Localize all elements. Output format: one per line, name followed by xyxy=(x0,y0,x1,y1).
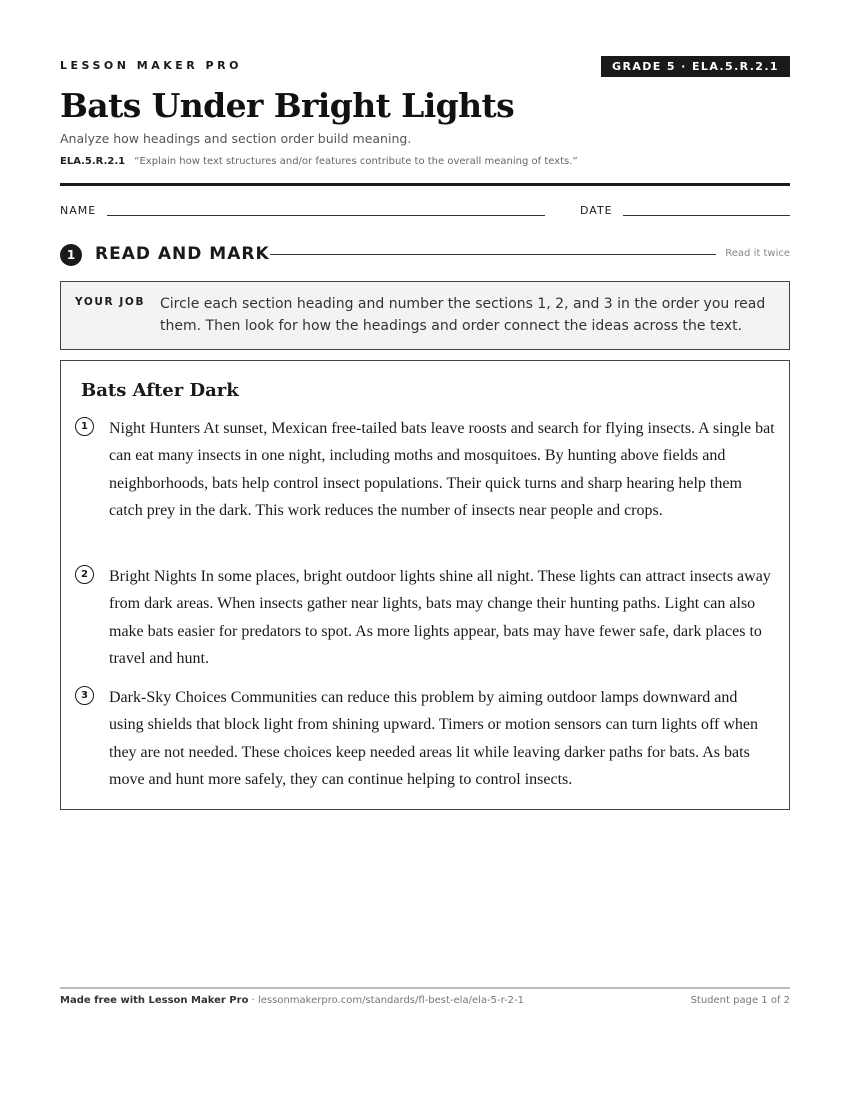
header-bar xyxy=(60,56,790,80)
paragraph-text: Bright Nights In some places, bright outdoor lights shine all night. These lights can attract insects away from dark areas. When insects gather near lights, bats may change their hunting paths. Light can also make bats easier for predators to spot. As more lights appear, bats may have fewer safe, dark places to travel and hunt. xyxy=(109,568,771,667)
section-title: READ AND MARK xyxy=(95,244,270,264)
page-indicator: Student page 1 of 2 xyxy=(690,995,790,1006)
standard-line xyxy=(60,156,578,167)
name-label: NAME xyxy=(60,204,97,217)
name-date-row xyxy=(60,203,790,219)
brand-name: LESSON MAKER PRO xyxy=(60,59,242,72)
footer-url[interactable]: lessonmakerpro.com/standards/fl-best-ela/ela-5-r-2-1 xyxy=(257,995,525,1006)
name-field[interactable] xyxy=(107,215,545,216)
date-field[interactable] xyxy=(623,215,790,216)
standard-quote: “Explain how text structures and/or features contribute to the overall meaning of texts.” xyxy=(134,156,578,167)
grade-badge: GRADE 5 · ELA.5.R.2.1 xyxy=(601,56,790,77)
footer-separator: · xyxy=(248,995,258,1006)
footer xyxy=(60,995,790,1009)
footer-brand: Made free with Lesson Maker Pro xyxy=(60,995,249,1006)
footer-divider xyxy=(60,987,790,989)
paragraph-text: Night Hunters At sunset, Mexican free-tailed bats leave roosts and search for flying insects. A single bat can eat many insects in one night, including moths and mosquitoes. By hunting above fields and neighborhoods, bats help control insect populations. Their quick turns and sharp hearing help them catch prey in the dark. This work reduces the number of insects near people and crops. xyxy=(109,420,775,519)
paragraph-number: 1 xyxy=(75,417,94,436)
passage-paragraph xyxy=(75,415,775,555)
your-job-label: YOUR JOB xyxy=(75,296,146,308)
section-rule xyxy=(270,254,716,255)
section-heading xyxy=(60,243,790,267)
standard-code: ELA.5.R.2.1 xyxy=(60,156,126,167)
passage-paragraph xyxy=(75,684,775,796)
worksheet-subtitle: Analyze how headings and section order build meaning. xyxy=(60,131,412,146)
your-job-box xyxy=(60,281,790,350)
section-note: Read it twice xyxy=(725,248,790,259)
passage-title: Bats After Dark xyxy=(81,380,239,401)
worksheet-title: Bats Under Bright Lights xyxy=(60,86,515,125)
paragraph-number: 2 xyxy=(75,565,94,584)
paragraph-number: 3 xyxy=(75,686,94,705)
header-divider xyxy=(60,183,790,186)
your-job-text: Circle each section heading and number the sections 1, 2, and 3 in the order you read them. Then look for how the headings and order connect the ideas across the text. xyxy=(160,296,766,334)
section-number-badge: 1 xyxy=(60,244,82,266)
paragraph-text: Dark-Sky Choices Communities can reduce this problem by aiming outdoor lamps downward and using shields that block light from shining upward. Timers or motion sensors can turn lights off when they are not needed. These choices keep needed areas lit while leaving darker paths for bats. As bats move and hunt more safely, they can continue helping to control insects. xyxy=(109,689,758,788)
date-label: DATE xyxy=(580,204,613,217)
reading-passage xyxy=(60,360,790,810)
passage-paragraph xyxy=(75,563,775,675)
footer-credit xyxy=(60,995,524,1006)
